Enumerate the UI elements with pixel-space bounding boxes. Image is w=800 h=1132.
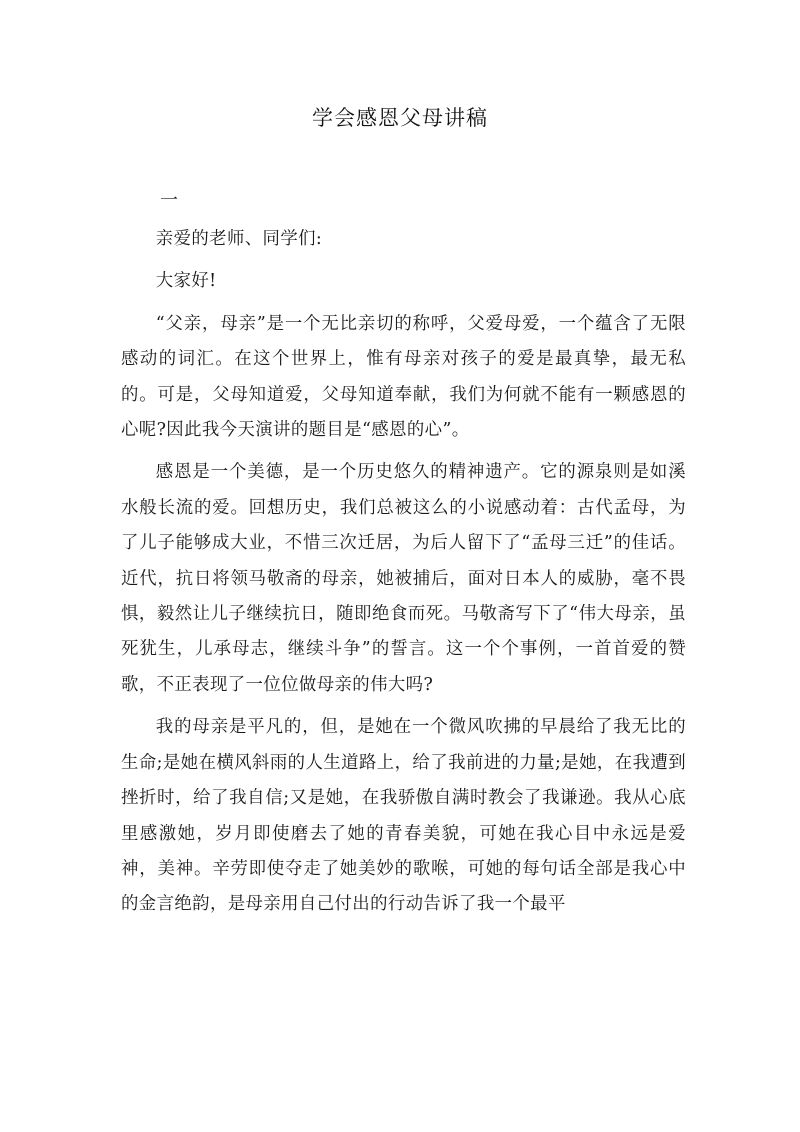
paragraph-greeting-teachers: 亲爱的老师、同学们: (155, 229, 323, 249)
document-title: 学会感恩父母讲稿 (312, 106, 488, 130)
paragraph-history: 感恩是一个美德，是一个历史悠久的精神遗产。它的源泉则是如溪水般长流的爱。回想历史，我们总被这么的小说感动着：古代孟母，为了儿子能够成大业，不惜三次迁居，为后人留下了“孟母三迁”的佳话。近代，抗日将领马敬斋的母亲，她被捕后，面对日本人的威胁，毫不畏惧，毅然让儿子继续抗日，随即绝食而死。马敬斋写下了“伟大母亲，虽死犹生，儿承母志，继续斗争”的誓言。这一个个事例，一首首爱的赞歌，不正表现了一位位做母亲的伟大吗? (121, 462, 686, 695)
document-body (121, 222, 686, 930)
paragraph-greeting-all: 大家好! (155, 271, 217, 292)
paragraph-intro: “父亲，母亲”是一个无比亲切的称呼，父爱母爱，一个蕴含了无限感动的词汇。在这个世界上，惟有母亲对孩子的爱是最真挚，最无私的。可是，父母知道爱，父母知道奉献，我们为何就不能有一颗感恩的心呢?因此我今天演讲的题目是“感恩的心”。 (121, 313, 686, 441)
paragraph-my-mother: 我的母亲是平凡的，但，是她在一个微风吹拂的早晨给了我无比的生命;是她在横风斜雨的人生道路上，给了我前进的力量;是她，在我遭到挫折时，给了我自信;又是她，在我骄傲自满时教会了我谦逊。我从心底里感激她，岁月即使磨去了她的青春美貌，可她在我心目中永远是爱神，美神。辛劳即使夺走了她美妙的歌喉，可她的每句话全部是我心中的金言绝韵，是母亲用自己付出的行动告诉了我一个最平 (121, 717, 686, 915)
section-number: 一 (160, 190, 178, 211)
